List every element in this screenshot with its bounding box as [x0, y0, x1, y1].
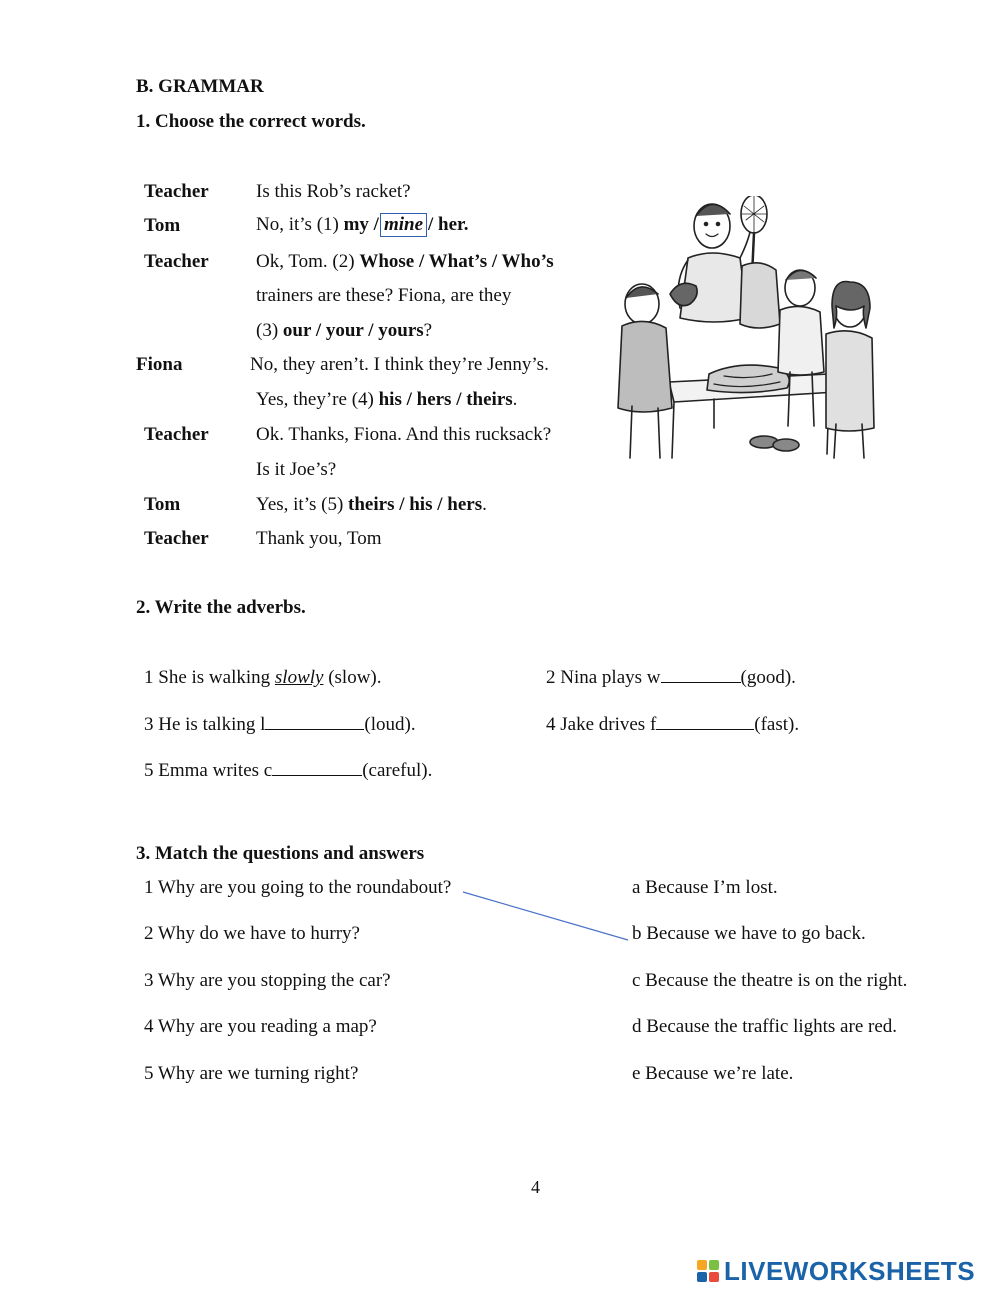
item-text: 4 Jake drives f — [546, 714, 657, 735]
item-text: 1 She is walking — [144, 667, 275, 688]
question-item[interactable]: 5 Why are we turning right? — [144, 1063, 359, 1084]
answer-item[interactable]: b Because we have to go back. — [632, 923, 866, 944]
dialogue-line: Ok. Thanks, Fiona. And this rucksack? — [256, 424, 552, 445]
speaker-label: Teacher — [144, 528, 209, 549]
dialogue-line: trainers are these? Fiona, are they — [256, 285, 512, 306]
section-title: B. GRAMMAR — [136, 76, 264, 97]
options[interactable]: theirs / his / hers — [348, 494, 483, 515]
dialogue-text: Ok, Tom. (2) — [256, 251, 360, 272]
selected-answer-box[interactable]: mine — [380, 213, 427, 237]
dialogue-line: No, they aren’t. I think they’re Jenny’s. — [250, 354, 549, 375]
item-text: 3 He is talking l — [144, 714, 266, 735]
dialogue-line-q3 — [256, 320, 432, 342]
liveworksheets-logo — [697, 1256, 975, 1286]
item-text: (loud). — [364, 714, 416, 735]
dialogue-text: ? — [423, 320, 433, 341]
dialogue-text: Yes, they’re (4) — [256, 389, 379, 410]
options[interactable]: our / your / yours — [282, 320, 424, 341]
adverb-item-4 — [546, 714, 799, 736]
dialogue-line-q5 — [256, 494, 487, 516]
dialogue-line-q2 — [256, 251, 554, 273]
filled-answer[interactable]: slowly — [274, 667, 324, 688]
dialogue-line: Thank you, Tom — [256, 528, 382, 549]
children-illustration — [614, 196, 876, 462]
dialogue-line: Is this Rob’s racket? — [256, 181, 411, 202]
item-text: 2 Nina plays w — [546, 667, 661, 688]
answer-blank[interactable] — [265, 714, 364, 730]
options[interactable]: his / hers / theirs — [378, 389, 513, 410]
answer-blank[interactable] — [272, 760, 362, 776]
dialogue-text: (3) — [256, 320, 283, 341]
options[interactable]: Whose / What’s / Who’s — [359, 251, 554, 272]
question-item[interactable]: 1 Why are you going to the roundabout? — [144, 877, 452, 898]
adverb-item-3 — [144, 714, 416, 736]
speaker-label: Fiona — [136, 354, 183, 375]
option[interactable]: / her. — [428, 214, 469, 235]
speaker-label: Tom — [144, 494, 181, 515]
dialogue-line: Is it Joe’s? — [256, 459, 337, 480]
dialogue-text: . — [482, 494, 487, 515]
answer-blank[interactable] — [656, 714, 754, 730]
dialogue-text: . — [512, 389, 518, 410]
brand-name: LIVEWORKSHEETS — [724, 1255, 976, 1286]
answer-item[interactable]: d Because the traffic lights are red. — [632, 1016, 898, 1037]
logo-blocks-icon — [697, 1260, 719, 1282]
question-item[interactable]: 3 Why are you stopping the car? — [144, 970, 391, 991]
dialogue-line-q4 — [256, 389, 517, 411]
item-text: (fast). — [754, 714, 800, 735]
page-number: 4 — [531, 1177, 540, 1197]
item-text: (good). — [740, 667, 796, 688]
exercise-3-title: 3. Match the questions and answers — [136, 843, 425, 864]
item-text: (careful). — [362, 760, 433, 781]
exercise-1-title: 1. Choose the correct words. — [136, 111, 366, 132]
dialogue-text: Yes, it’s (5) — [256, 494, 349, 515]
question-item[interactable]: 2 Why do we have to hurry? — [144, 923, 360, 944]
adverb-item-2 — [546, 667, 796, 689]
item-text: 5 Emma writes c — [144, 760, 273, 781]
dialogue-text: No, it’s (1) — [256, 214, 344, 235]
exercise-2-title: 2. Write the adverbs. — [136, 597, 306, 618]
question-item[interactable]: 4 Why are you reading a map? — [144, 1016, 377, 1037]
speaker-label: Tom — [144, 215, 181, 236]
adverb-item-1 — [144, 667, 382, 689]
answer-item[interactable]: e Because we’re late. — [632, 1063, 794, 1084]
answer-item[interactable]: c Because the theatre is on the right. — [632, 970, 908, 991]
answer-item[interactable]: a Because I’m lost. — [632, 877, 778, 898]
speaker-label: Teacher — [144, 251, 209, 272]
answer-blank[interactable] — [661, 667, 741, 683]
option[interactable]: my / — [343, 214, 379, 235]
speaker-label: Teacher — [144, 424, 209, 445]
item-text: (slow). — [323, 667, 382, 688]
adverb-item-5 — [144, 760, 432, 782]
dialogue-line-q1 — [256, 213, 469, 237]
speaker-label: Teacher — [144, 181, 209, 202]
